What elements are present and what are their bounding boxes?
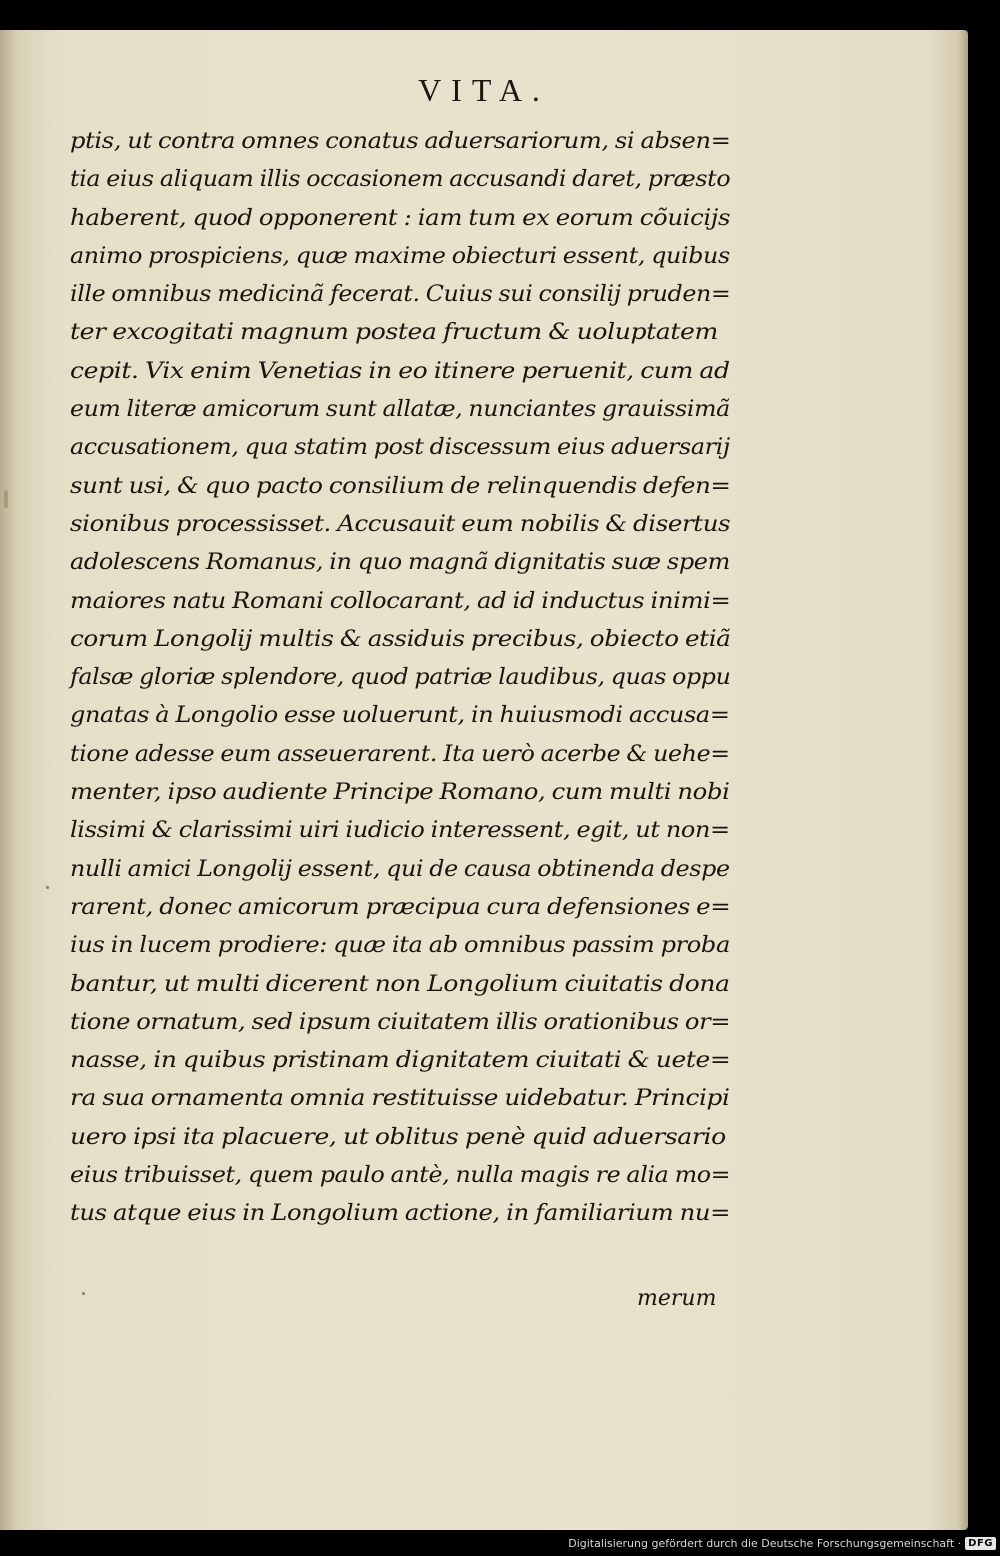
text-line: ra sua ornamenta omnia restituisse uidebatur. Principi (70, 1085, 730, 1112)
text-line: falsæ gloriæ splendore, quod patriæ laudibus, quas oppu (70, 664, 731, 691)
dfg-logo: DFG (965, 1537, 996, 1550)
text-line: corum Longolij multis & assiduis precibus, obiecto etiã (70, 625, 731, 652)
text-line: gnatas à Longolio esse uoluerunt, in huiusmodi accusa= (70, 702, 730, 729)
text-line: uero ipsi ita placuere, ut oblitus penè quid aduersario (70, 1123, 726, 1150)
text-line: rarent, donec amicorum præcipua cura defensiones e= (70, 893, 731, 920)
text-line: nasse, in quibus pristinam dignitatem ciuitati & uete= (70, 1047, 731, 1074)
text-line: ter excogitati magnum postea fructum & uoluptatem (70, 319, 718, 346)
text-line: adolescens Romanus, in quo magnã dignitatis suæ spem (70, 549, 730, 576)
text-line: ille omnibus medicinã fecerat. Cuius sui consilij pruden= (70, 281, 731, 308)
text-line: eum literæ amicorum sunt allatæ, nunciantes grauissimã (70, 396, 730, 423)
digitization-footer (568, 1534, 996, 1552)
text-line: ptis, ut contra omnes conatus aduersariorum, si absen= (70, 128, 731, 154)
text-line: sunt usi, & quo pacto consilium de relinquendis defen= (70, 472, 731, 499)
text-line: sionibus processisset. Accusauit eum nobilis & disertus (70, 510, 731, 537)
page-edge-shadow (958, 30, 968, 1530)
text-line: accusationem, qua statim post discessum eius aduersarij (70, 434, 730, 461)
ink-speck (46, 886, 49, 889)
catchword: merum (637, 1286, 717, 1311)
text-line: tione ornatum, sed ipsum ciuitatem illis orationibus or= (70, 1008, 731, 1035)
text-line: eius tribuisset, quem paulo antè, nulla magis re alia mo= (70, 1162, 731, 1189)
text-line: animo prospiciens, quæ maxime obiecturi essent, quibus (70, 242, 730, 269)
text-line: cepit. Vix enim Venetias in eo itinere peruenit, cum ad (70, 357, 730, 384)
ink-speck (82, 1292, 85, 1295)
text-line: tione adesse eum asseuerarent. Ita uerò acerbe & uehe= (70, 740, 730, 767)
text-line: maiores natu Romani collocarant, ad id inductus inimi= (70, 587, 731, 614)
running-head: VITA. (418, 72, 550, 108)
text-line: lissimi & clarissimi uiri iudicio interessent, egit, ut non= (70, 817, 730, 844)
body-text (70, 122, 730, 1233)
text-line: ius in lucem prodiere: quæ ita ab omnibus passim proba (70, 932, 730, 959)
text-line: tia eius aliquam illis occasionem accusandi daret, præsto (70, 166, 731, 193)
text-line: haberent, quod opponerent : iam tum ex eorum cõuicijs (70, 204, 731, 231)
funding-credit: Digitalisierung gefördert durch die Deutsche Forschungsgemeinschaft · (568, 1536, 962, 1550)
book-page (0, 30, 968, 1530)
text-line: tus atque eius in Longolium actione, in familiarium nu= (70, 1200, 731, 1227)
text-line: nulli amici Longolij essent, qui de causa obtinenda despe (70, 855, 730, 882)
text-line: bantur, ut multi dicerent non Longolium ciuitatis dona (70, 970, 730, 997)
text-line: menter, ipso audiente Principe Romano, cum multi nobi (70, 779, 730, 806)
margin-stain (4, 490, 8, 508)
